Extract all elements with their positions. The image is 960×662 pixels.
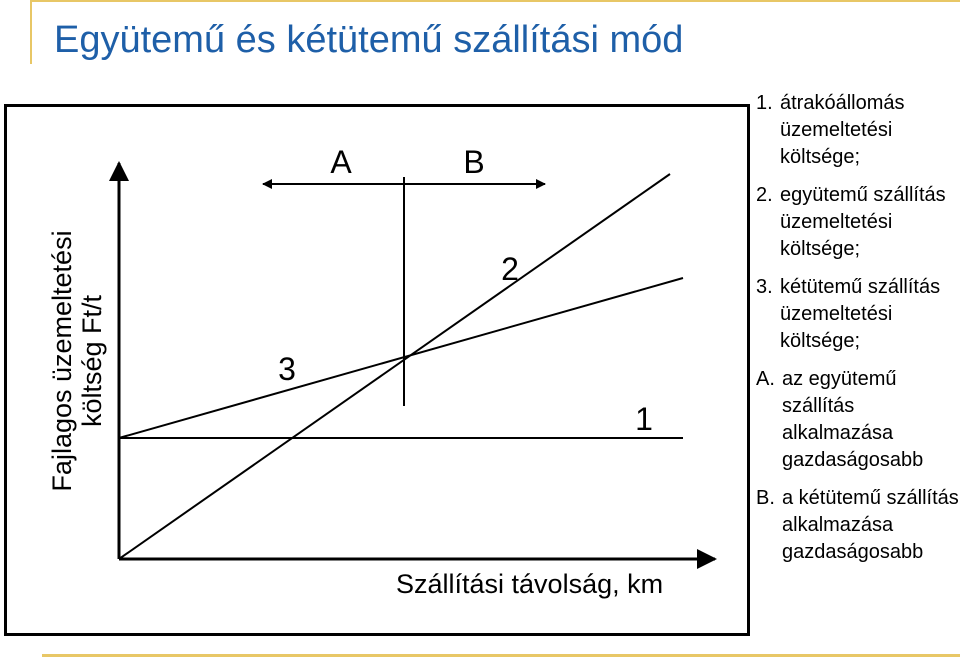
y-axis-label-line1: Fajlagos üzemeltetési — [47, 230, 77, 492]
legend-text: az együtemű szállítás alkalmazása gazdaságosabb — [782, 368, 924, 471]
line-3-label: 3 — [278, 351, 296, 387]
legend-marker: A. — [756, 368, 775, 390]
x-axis-label: Szállítási távolság, km — [396, 569, 664, 599]
line-3-two-stage — [119, 278, 683, 438]
line-1-label: 1 — [635, 401, 653, 437]
legend-marker: 1. — [756, 92, 773, 114]
top-accent-rule — [30, 0, 960, 2]
slide-title: Együtemű és kétütemű szállítási mód — [54, 19, 684, 61]
diagram-canvas — [7, 107, 747, 633]
y-axis-label — [47, 230, 107, 491]
legend-item-a — [756, 366, 960, 474]
bottom-accent-rule — [42, 654, 960, 657]
legend-marker: 3. — [756, 276, 773, 298]
line-2-label: 2 — [501, 251, 519, 287]
cost-diagram — [4, 104, 750, 636]
region-a-label: A — [330, 144, 352, 180]
y-axis-label-line2: költség Ft/t — [77, 294, 107, 428]
legend-marker: 2. — [756, 184, 773, 206]
legend-item-2 — [756, 182, 960, 263]
line-2-single-stage — [119, 174, 670, 559]
legend-marker: B. — [756, 487, 775, 509]
legend-item-b — [756, 485, 960, 566]
legend-text: átrakóállomás üzemeltetési költsége; — [780, 92, 905, 168]
legend-text: együtemű szállítás üzemeltetési költsége; — [780, 184, 946, 260]
legend-text: a kétütemű szállítás alkalmazása gazdaságosabb — [782, 487, 959, 563]
left-accent-rule — [30, 0, 32, 64]
region-b-label: B — [463, 144, 485, 180]
legend — [756, 90, 960, 577]
legend-item-1 — [756, 90, 960, 171]
legend-text: kétütemű szállítás üzemeltetési költsége; — [780, 276, 941, 352]
legend-item-3 — [756, 274, 960, 355]
